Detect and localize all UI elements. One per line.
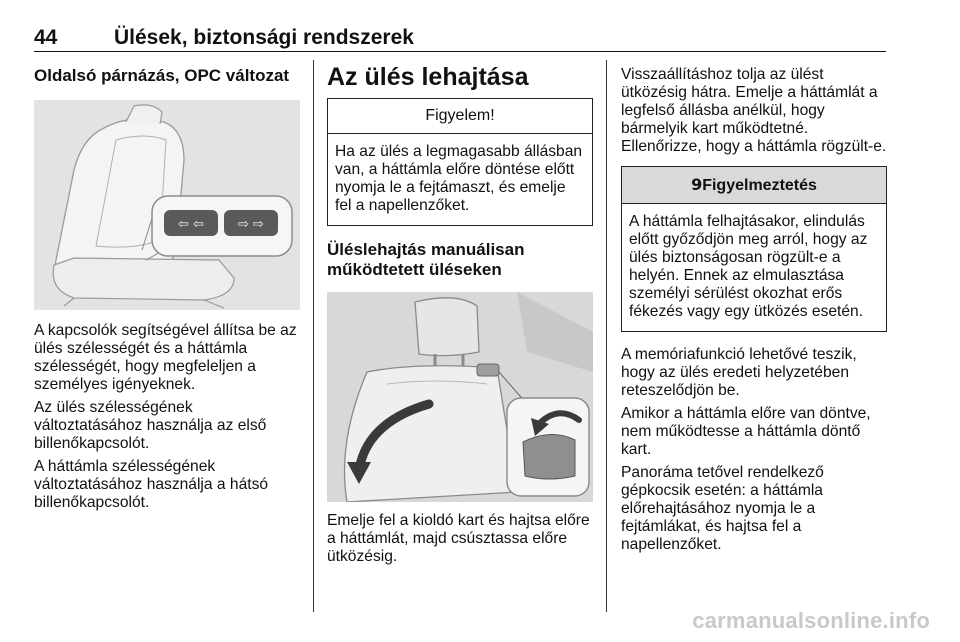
chapter-title: Ülések, biztonsági rendszerek xyxy=(114,26,414,49)
svg-text:⇨ ⇨: ⇨ ⇨ xyxy=(238,217,264,232)
warning-icon: 9 xyxy=(691,175,703,194)
notice-heading: Figyelem! xyxy=(328,99,592,134)
column-1 xyxy=(34,62,300,517)
paragraph: A kapcsolók segítségével állítsa be az ülés szélességét és a háttámla szélességét, hogy megfeleljen a személyes igényeknek. xyxy=(34,322,297,393)
section-title-folding-seat: Az ülés lehajtása xyxy=(327,63,529,91)
illustration-caption: Emelje fel a kioldó kart és hajtsa előre a háttámlát, majd csúsztassa előre ütközésig. xyxy=(327,512,590,565)
column-divider xyxy=(606,60,607,612)
column-2 xyxy=(327,62,593,571)
warning-heading xyxy=(622,167,886,204)
subsection-title-line: Üléslehajtás manuálisan xyxy=(327,240,525,259)
paragraph: Panoráma tetővel rendelkező gépkocsik esetén: a háttámla előrehajtásához nyomja le a fejtámlákat, és hajtsa fel a napellenzőket. xyxy=(621,464,824,553)
page-number: 44 xyxy=(34,26,58,49)
page-header xyxy=(34,26,886,52)
paragraph: Visszaállításhoz tolja az ülést ütközésig hátra. Emelje a háttámlát a legfelső állásba anélkül, hogy bármelyik kart működtetné. Ellenőrizze, hogy a háttámla rögzült-e. xyxy=(621,66,887,155)
watermark: carmanualsonline.info xyxy=(692,608,930,633)
paragraph: Az ülés szélességének változtatásához használja az első billenőkapcsolót. xyxy=(34,399,267,452)
warning-box xyxy=(621,166,887,332)
warning-text: A háttámla felhajtásakor, elindulás előtt győződjön meg arról, hogy az ülés biztonságosan rögzült-e a helyén. Ennek az elmulasztása személyi sérülést okozhat erős fékezés vagy egy ütközés esetén. xyxy=(629,213,868,320)
seat-fold-forward-drawing xyxy=(327,292,593,502)
seat-with-switches-drawing xyxy=(34,100,300,310)
notice-text: Ha az ülés a legmagasabb állásban van, a háttámla előre döntése előtt nyomja le a fejtámaszt, és emelje fel a napellenzőket. xyxy=(335,143,583,214)
column-divider xyxy=(313,60,314,612)
column-3 xyxy=(621,62,887,559)
notice-box xyxy=(327,98,593,226)
subsection-title-line: működtetett üléseken xyxy=(327,260,502,279)
paragraph: A memóriafunkció lehetővé teszik, hogy az ülés eredeti helyzetében reteszelődjön be. xyxy=(621,346,857,399)
col1-text xyxy=(34,322,300,512)
section-title-side-bolster: Oldalsó párnázás, OPC változat xyxy=(34,66,290,85)
subsection-title-manual-seat xyxy=(327,240,593,280)
seat-bolster-illustration xyxy=(34,100,300,310)
seat-folding-illustration xyxy=(327,292,593,502)
col3-text xyxy=(621,346,887,554)
svg-text:⇦ ⇦: ⇦ ⇦ xyxy=(178,217,204,232)
paragraph: Amikor a háttámla előre van döntve, nem működtesse a háttámla döntő kart. xyxy=(621,405,871,458)
paragraph: A háttámla szélességének változtatásához használja a hátsó billenőkapcsolót. xyxy=(34,458,269,511)
warning-heading-text: Figyelmeztetés xyxy=(702,177,817,194)
